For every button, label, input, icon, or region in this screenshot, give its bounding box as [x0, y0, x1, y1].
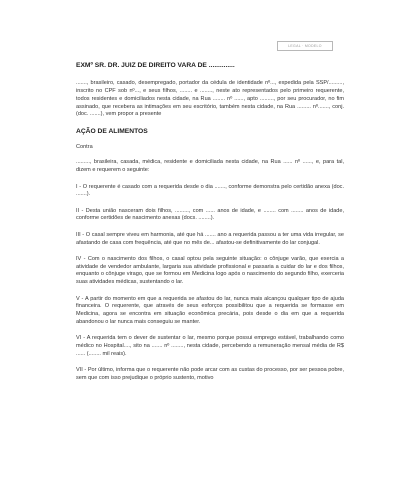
contra-label: Contra	[76, 143, 93, 150]
clause-paragraph: I - O requerente é casado com a requerida desde o dia ......., conforme demonstra pelo certidão anexa (doc. .......).	[76, 183, 344, 198]
clause-paragraph: III - O casal sempre viveu em harmonia, até que há ....... ano a requerida passou a ter uma vida irregular, se afastando de casa com frequência, até que no mês de... afastou-se definitivamente do lar conjugal.	[76, 231, 344, 246]
clause-paragraph: II - Desta união nasceram dois filhos, ........., com ...... anos de idade, e ........ com ........ anos de idade, conforme certidões de nascimento anexas (docs. ........).	[76, 207, 344, 222]
clause-paragraph: VI - A requerida tem o dever de sustentar o lar, mesmo porque possui emprego estável, trabalhando como médico no Hospital...., sito na ....... nº ........, nesta cidade, percebendo a remuneração mensal média de R$ ...... (........ mil reais).	[76, 335, 344, 357]
header-stamp: LEGAL · MODELO	[277, 41, 333, 51]
intro-paragraph: ......., brasileiro, casado, desempregado, portador da cédula de identidade nº..., expedida pela SSP/........., inscrito no CPF sob nº..., e seus filhos, ........ e ........, neste ato representados pelo primeiro requerente, todos residentes e domiciliados nesta cidade, na Rua ........ nº ......, apto ........., por seu procurador, no fim assinado, que recebera as intimações em seu escritório, também nesta cidade, na Rua ......... nº......., conj. (doc. .......), vem propor a presente	[76, 80, 344, 118]
clause-paragraph: VII - Por último, informa que o requerente não pode arcar com as custas do processo, por ser pessoa pobre, sem que com isso prejudique o próprio sustento, motivo	[76, 367, 344, 382]
action-title: AÇÃO DE ALIMENTOS	[76, 127, 148, 135]
clause-paragraph: V - A partir do momento em que a requerida se afastou do lar, nunca mais alcançou qualquer tipo de ajuda financeira. O requerente, que através de seus esforços possibilitou que a requerida se formasse em Medicina, agora se encontra em situação econômica precária, pois desde o dia em que a requerida abandonou o lar nunca mais conseguiu se manter.	[76, 295, 344, 326]
document-body	[76, 62, 344, 391]
clause-paragraph: IV - Com o nascimento dos filhos, o casal optou pela seguinte situação: o cônjuge varão, que exercia a atividade de vendedor ambulante, largaria sua atividade profissional e passaria a cuidar do lar e dos filhos, enquanto o cônjuge virago, que se formou em Medicina logo após o nascimento do segundo filho, exerceria suas atividades médicas, sustentando o lar.	[76, 255, 344, 286]
document-heading: EXMº SR. DR. JUIZ DE DIREITO VARA DE ..............	[76, 62, 235, 69]
party-paragraph: ........., brasileira, casada, médica, residente e domiciliada nesta cidade, na Rua ...... nº ......, e, para tal, dizem e requerem o seguinte:	[76, 159, 344, 174]
